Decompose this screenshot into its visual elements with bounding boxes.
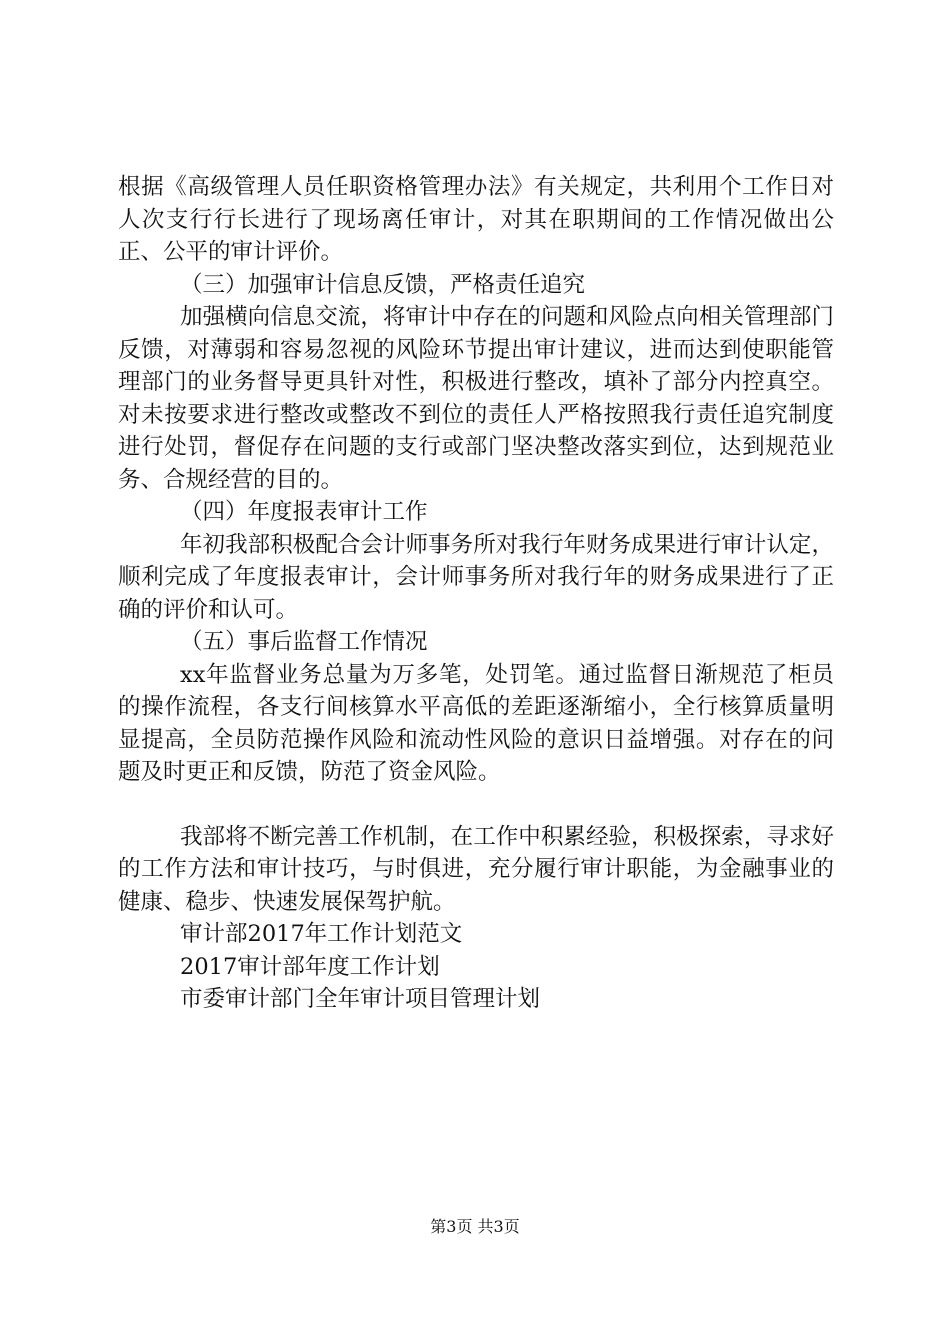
document-body <box>118 171 834 1016</box>
section-heading-4: （四）年度报表审计工作 <box>180 499 428 525</box>
closing-paragraph: 我部将不断完善工作机制，在工作中积累经验，积极探索，寻求好的工作方法和审计技巧，与时俱进，充分履行审计职能，为金融事业的健康、稳步、快速发展保驾护航。 <box>118 823 834 915</box>
paragraph-spacer <box>118 789 834 821</box>
body-paragraph: xx年监督业务总量为万多笔，处罚笔。通过监督日渐规范了柜员的操作流程，各支行间核算水平高低的差距逐渐缩小，全行核算质量明显提高，全员防范操作风险和流动性风险的意识日益增强。对存在的问题及时更正和反馈，防范了资金风险。 <box>118 661 834 785</box>
body-paragraph: 根据《高级管理人员任职资格管理办法》有关规定，共利用个工作日对人次支行行长进行了现场离任审计，对其在职期间的工作情况做出公正、公平的审计评价。 <box>118 174 834 265</box>
page-number-footer: 第3页 共3页 <box>430 1217 520 1236</box>
section-heading-3: （三）加强审计信息反馈，严格责任追究 <box>180 271 586 298</box>
related-links <box>118 918 834 1016</box>
section-heading-5: （五）事后监督工作情况 <box>180 629 428 655</box>
body-paragraph: 加强横向信息交流，将审计中存在的问题和风险点向相关管理部门反馈，对薄弱和容易忽视的风险环节提出审计建议，进而达到使职能管理部门的业务督导更具针对性，积极进行整改，填补了部分内控真空。对未按要求进行整改或整改不到位的责任人严格按照我行责任追究制度进行处罚，督促存在问题的支行或部门坚决整改落实到位，达到规范业务、合规经营的目的。 <box>118 304 834 493</box>
related-link[interactable]: 审计部2017年工作计划范文 <box>180 921 463 947</box>
related-link[interactable]: 市委审计部门全年审计项目管理计划 <box>180 986 541 1012</box>
related-link[interactable]: 2017审计部年度工作计划 <box>180 953 440 980</box>
body-paragraph: 年初我部积极配合会计师事务所对我行年财务成果进行审计认定，顺利完成了年度报表审计，会计师事务所对我行年的财务成果进行了正确的评价和认可。 <box>118 531 834 623</box>
